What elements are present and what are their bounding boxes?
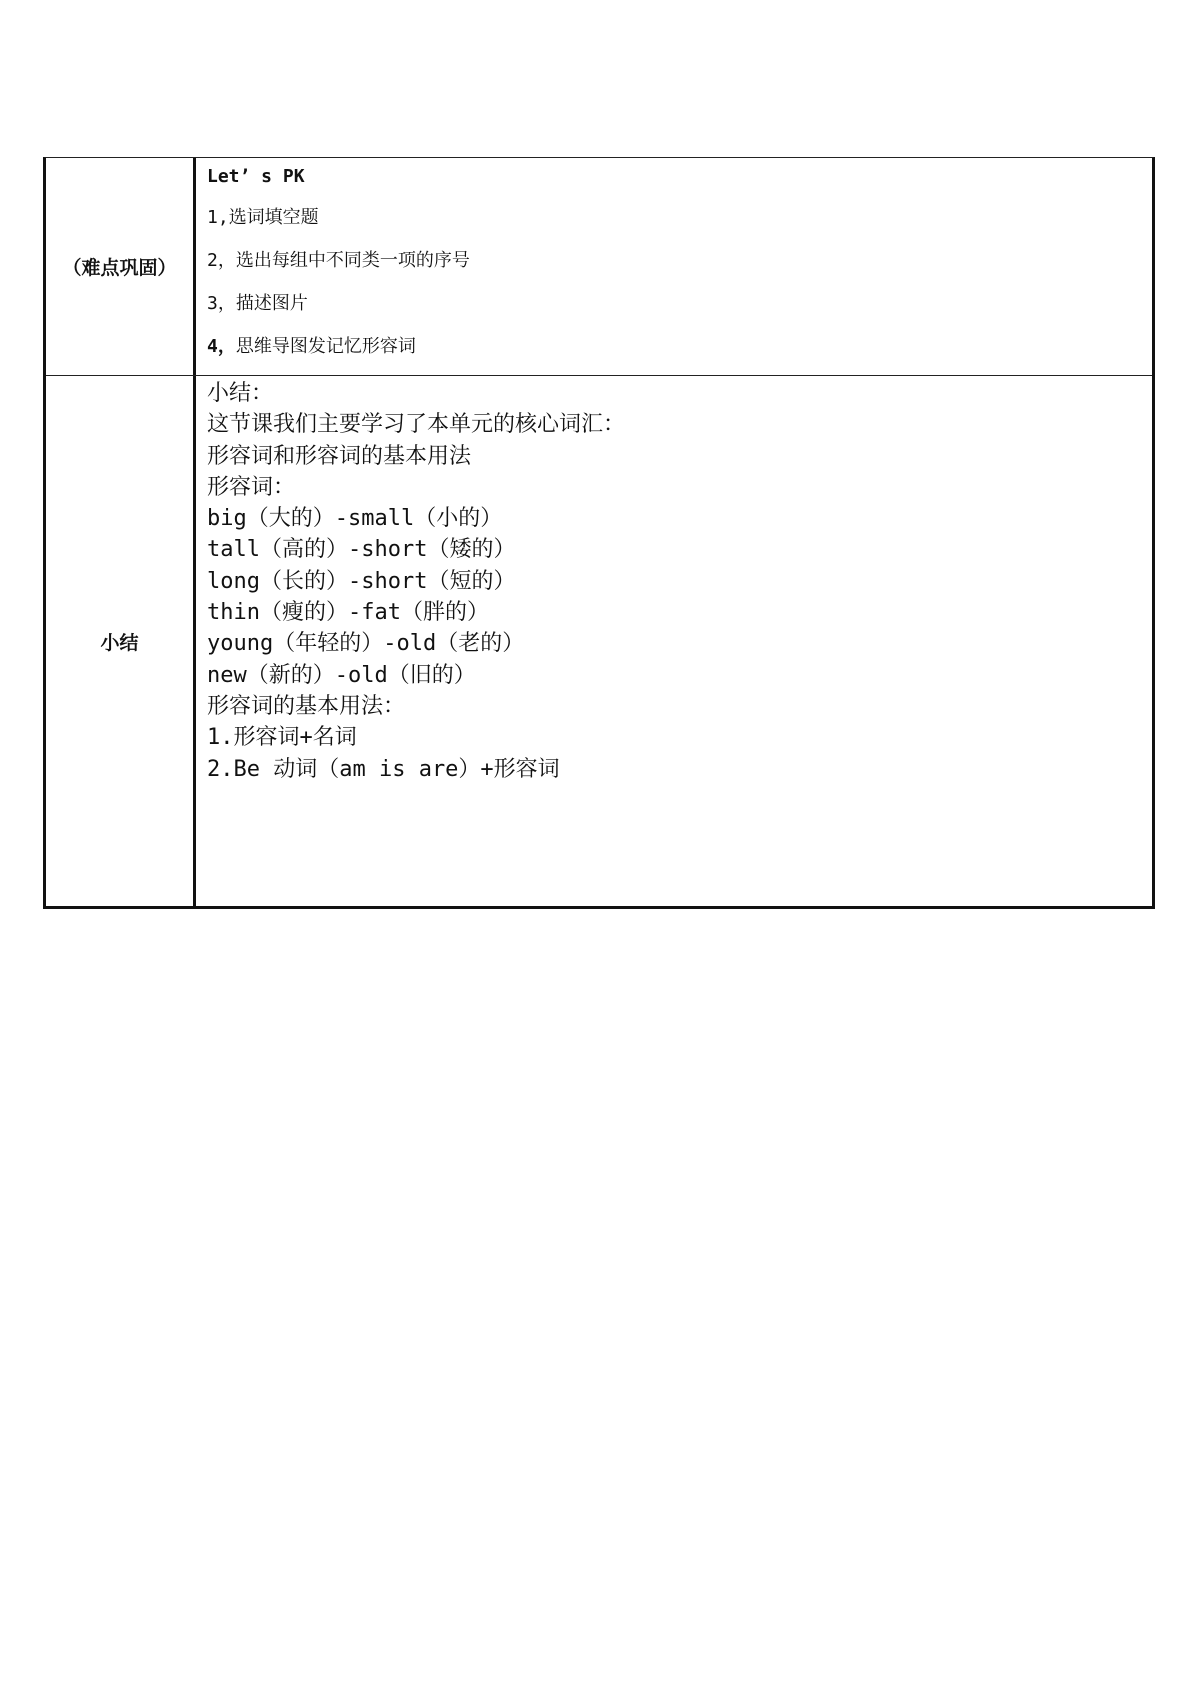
item-text: 描述图片 [235,293,308,314]
summary-line: 形容词的基本用法： [207,693,406,719]
item-number: 2， [207,250,236,271]
summary-row [46,375,1152,906]
summary-heading: 小结： [207,381,274,406]
item-text: 选出每组中不同类一项的序号 [235,250,470,271]
vocab-pair: thin（瘦的）-fat（胖的） [207,600,489,626]
item-text: 选词填空题 [228,207,319,228]
consolidation-content [196,158,1152,375]
usage-rule: 2.Be 动词（am is are）+形容词 [207,756,560,782]
vocab-pair: long（长的）-short（短的） [207,568,516,594]
vocab-pair: big（大的）-small（小的） [207,506,503,532]
summary-line: 形容词和形容词的基本用法 [207,443,472,469]
usage-rule: 1.形容词+名词 [207,725,357,751]
summary-line: 这节课我们主要学习了本单元的核心词汇： [207,412,626,438]
pk-title: Let’ s PK [207,166,305,187]
lesson-plan-table [43,157,1155,909]
vocab-pair: new（新的）-old（旧的） [207,662,476,688]
consolidation-row [46,158,1152,375]
item-text: 思维导图发记忆形容词 [235,336,416,357]
list-item [207,282,1152,325]
summary-line: 形容词： [207,474,296,500]
item-number: 4， [207,336,236,357]
item-number: 1, [207,207,229,228]
list-item [207,325,1152,368]
list-item [207,239,1152,282]
consolidation-label: （难点巩固） [46,158,196,375]
summary-content [196,376,1152,906]
list-item [207,196,1152,239]
vocab-pair: tall（高的）-short（矮的） [207,537,516,563]
item-number: 3， [207,293,236,314]
summary-label: 小结 [46,376,196,906]
vocab-pair: young（年轻的）-old（老的） [207,631,525,657]
